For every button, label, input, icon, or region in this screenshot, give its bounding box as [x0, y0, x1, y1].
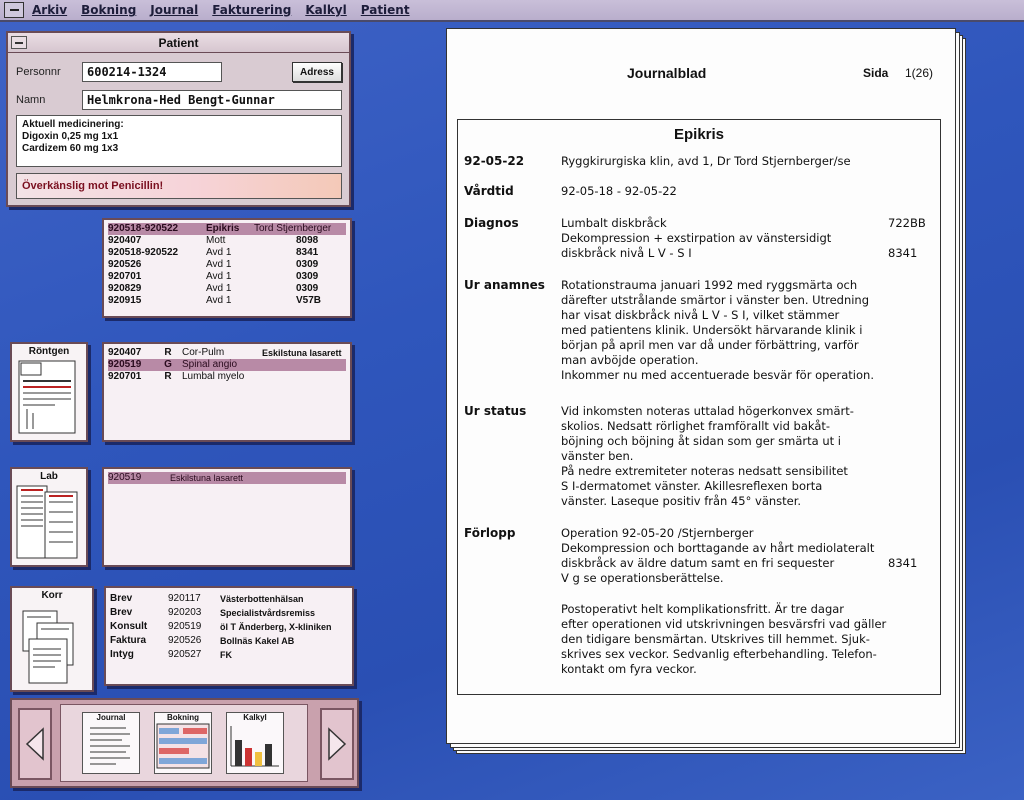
visit-date: 920915: [108, 295, 142, 306]
journal-page: [446, 28, 956, 744]
personnr-label: Personnr: [16, 66, 61, 78]
korr-type: Brev: [110, 607, 133, 618]
status-line: vänster ben.: [561, 449, 634, 463]
visit-info: 8341: [296, 247, 319, 258]
status-line: vänster. Laseque positiv från 45° vänster.: [561, 494, 802, 508]
journal-title: Journalblad: [627, 65, 707, 81]
status-line: På nedre extremiteter noteras nedsatt sensibilitet: [561, 464, 848, 478]
visit-date: 920407: [108, 235, 142, 246]
visit-info: Tord Stjernberger: [254, 223, 332, 234]
forlopp-line: V g se operationsberättelse.: [561, 571, 724, 585]
page-number: 1(26): [905, 66, 934, 80]
booking-icon: [155, 722, 211, 770]
visit-row[interactable]: [108, 235, 346, 247]
korr-type: Intyg: [110, 649, 134, 660]
medication-box: [16, 115, 342, 167]
nav-next-button[interactable]: [320, 708, 354, 780]
lab-title: Lab: [40, 471, 58, 482]
visit-date: 920701: [108, 271, 142, 282]
visit-row[interactable]: [108, 283, 346, 295]
anamnes-line: början på april men var då under förbättring, varför: [561, 338, 859, 352]
visit-info: 0309: [296, 283, 319, 294]
postop-line: skrives sex veckor. Sedvanlig efterbehandling. Telefon-: [561, 647, 877, 661]
epikris-section: [457, 119, 941, 695]
visit-info: 0309: [296, 259, 319, 270]
page-label: Sida: [863, 66, 889, 80]
window-menu-icon[interactable]: [11, 36, 27, 49]
korr-type: Konsult: [110, 621, 148, 632]
visit-type: Avd 1: [206, 247, 232, 258]
status-line: Vid inkomsten noteras uttalad högerkonvex smärt-: [561, 404, 854, 418]
menu-bar: [0, 0, 1024, 22]
anamnes-line: Rotationstrauma januari 1992 med ryggsmärta och: [561, 278, 858, 292]
rontgen-desc: Spinal angio: [182, 359, 238, 370]
visit-row[interactable]: [108, 259, 346, 271]
visit-type: Avd 1: [206, 283, 232, 294]
anamnes-label: Ur anamnes: [464, 278, 545, 292]
status-text: [561, 404, 901, 509]
entry-clinic: Ryggkirurgiska klin, avd 1, Dr Tord Stjernberger/se: [561, 154, 851, 168]
korr-desc: Bollnäs Kakel AB: [220, 636, 295, 646]
visit-info: 0309: [296, 271, 319, 282]
rontgen-list: [102, 342, 352, 442]
personnr-field[interactable]: 600214-1324: [82, 62, 222, 82]
anamnes-line: Inkommer nu med accentuerade besvär för operation.: [561, 368, 874, 382]
forlopp-line: Dekompression och borttagande av hårt mediolateralt: [561, 541, 875, 555]
correspondence-icon: [15, 601, 91, 689]
lab-list: [102, 467, 352, 567]
status-line: skolios. Nedsatt rörlighet framförallt vid bakåt-: [561, 419, 831, 433]
status-line: S I-dermatomet vänster. Akillesreflexen borta: [561, 479, 823, 493]
korr-title: Korr: [41, 590, 63, 601]
lab-place: Eskilstuna lasarett: [170, 473, 244, 483]
visit-date: 920518-920522: [108, 247, 179, 258]
korr-type: Brev: [110, 593, 133, 604]
epikris-title: Epikris: [673, 126, 725, 143]
journal-page-stack: [446, 28, 966, 754]
rontgen-row[interactable]: [108, 347, 346, 359]
diagnos-label: Diagnos: [464, 216, 519, 230]
visit-type: Avd 1: [206, 271, 232, 282]
rontgen-desc: Cor-Pulm: [182, 347, 225, 358]
module-navigator: [10, 698, 359, 788]
korr-date: 920526: [168, 635, 202, 646]
diagnos-line: diskbråck nivå L V - S I: [561, 246, 692, 260]
korr-row[interactable]: [110, 606, 348, 620]
visits-list: [102, 218, 352, 318]
rontgen-card[interactable]: [10, 342, 88, 442]
menu-patient[interactable]: Patient: [360, 3, 410, 17]
visit-info: V57B: [296, 295, 322, 306]
korr-desc: Västerbottenhälsan: [220, 594, 304, 604]
name-field[interactable]: Helmkrona-Hed Bengt-Gunnar: [82, 90, 342, 110]
rontgen-row[interactable]: [108, 359, 346, 371]
visit-type: Epikris: [206, 223, 240, 234]
korr-date: 920203: [168, 607, 202, 618]
rontgen-code: G: [164, 359, 172, 370]
postop-line: kontakt om fyra veckor.: [561, 662, 697, 676]
anamnes-line: har visat diskbråck nivå L V - S I, vilket stämmer: [561, 308, 840, 322]
anamnes-line: man avböjde operation.: [561, 353, 699, 367]
menu-journal[interactable]: Journal: [150, 3, 199, 17]
rontgen-code: R: [164, 371, 172, 382]
rontgen-desc: Lumbal myelo: [182, 371, 245, 382]
medication-line: Cardizem 60 mg 1x3: [22, 143, 119, 154]
rontgen-code: R: [164, 347, 172, 358]
lab-results-icon: [15, 482, 85, 564]
lab-row[interactable]: [108, 472, 346, 484]
menu-bokning[interactable]: Bokning: [81, 3, 137, 17]
visit-date: 920829: [108, 283, 142, 294]
visit-row[interactable]: [108, 295, 346, 307]
system-menu-icon[interactable]: [4, 2, 24, 18]
address-button[interactable]: Adress: [292, 62, 342, 82]
postop-line: den tidigare bensmärtan. Utskrives till hemmet. Sjuk-: [561, 632, 870, 646]
visit-date: 920518-920522: [108, 223, 179, 234]
postop-line: Postoperativt helt komplikationsfritt. Är tre dagar: [561, 602, 845, 616]
visit-row[interactable]: [108, 223, 346, 235]
status-label: Ur status: [464, 404, 527, 418]
arrow-left-icon: [25, 727, 45, 761]
nav-thumb-journal[interactable]: [82, 712, 140, 774]
allergy-warning: Överkänslig mot Penicillin!: [16, 173, 342, 199]
journal-icon: [86, 722, 136, 770]
nav-thumb-label: Journal: [96, 713, 126, 722]
nav-thumb-bokning[interactable]: [154, 712, 212, 774]
lab-card[interactable]: [10, 467, 88, 567]
korr-type: Faktura: [110, 635, 147, 646]
vardtid-label: Vårdtid: [464, 184, 514, 198]
korr-desc: Specialistvårdsremiss: [220, 608, 316, 618]
korr-desc: öl T Änderberg, X-kliniken: [220, 622, 332, 632]
menu-fakturering[interactable]: Fakturering: [212, 3, 292, 17]
entry-date: 92-05-22: [464, 154, 525, 168]
menu-arkiv[interactable]: Arkiv: [32, 3, 68, 17]
nav-thumb-kalkyl[interactable]: [226, 712, 284, 774]
bar-chart-icon: [227, 722, 283, 770]
visit-type: Mott: [206, 235, 226, 246]
diagnos-text: [561, 216, 901, 261]
visit-type: Avd 1: [206, 259, 232, 270]
visit-type: Avd 1: [206, 295, 232, 306]
diagnos-line: Dekompression + exstirpation av vänstersidigt: [561, 231, 832, 245]
vardtid-text: 92-05-18 - 92-05-22: [561, 184, 677, 198]
lab-date: 920519: [108, 472, 142, 483]
visit-date: 920526: [108, 259, 142, 270]
diagnos-code: 8341: [888, 246, 918, 260]
forlopp-code: 8341: [888, 556, 918, 570]
korr-row[interactable]: [110, 592, 348, 606]
postop-line: efter operationen vid utskrivningen besvärsfri vad gäller: [561, 617, 887, 631]
patient-window-title: Patient: [158, 35, 199, 50]
visit-info: 8098: [296, 235, 319, 246]
rontgen-row[interactable]: [108, 371, 346, 383]
arrow-right-icon: [327, 727, 347, 761]
korr-row[interactable]: [110, 634, 348, 648]
medication-line: Aktuell medicinering:: [22, 119, 124, 130]
nav-prev-button[interactable]: [18, 708, 52, 780]
menu-kalkyl[interactable]: Kalkyl: [305, 3, 347, 17]
korr-card[interactable]: [10, 586, 94, 692]
rontgen-title: Röntgen: [28, 346, 70, 357]
diagnos-code: 722BB: [888, 216, 926, 230]
korr-date: 920519: [168, 621, 202, 632]
visit-row[interactable]: [108, 271, 346, 283]
forlopp-line: diskbråck av äldre datum samt en fri sequester: [561, 556, 835, 570]
korr-row[interactable]: [110, 648, 348, 662]
nav-thumb-label: Bokning: [167, 713, 199, 722]
name-label: Namn: [16, 94, 46, 106]
rontgen-date: 920519: [108, 359, 142, 370]
korr-list: [104, 586, 354, 686]
anamnes-line: därefter utstrålande smärtor i vänster ben. Utredning: [561, 293, 870, 307]
korr-row[interactable]: [110, 620, 348, 634]
korr-date: 920117: [168, 593, 201, 604]
diagnos-line: Lumbalt diskbråck: [561, 216, 667, 230]
anamnes-line: med patientens klinik. Undersökt härvarande klinik i: [561, 323, 863, 337]
rontgen-place: Eskilstuna lasarett: [262, 348, 342, 358]
korr-desc: FK: [220, 650, 232, 660]
rontgen-date: 920407: [108, 347, 142, 358]
anamnes-text: [561, 278, 901, 383]
patient-window: [6, 31, 351, 207]
medication-line: Digoxin 0,25 mg 1x1: [22, 131, 119, 142]
forlopp-text: [561, 526, 901, 586]
nav-thumb-label: Kalkyl: [243, 713, 267, 722]
visit-row[interactable]: [108, 247, 346, 259]
korr-date: 920527: [168, 649, 202, 660]
postop-text: [561, 602, 901, 677]
forlopp-line: Operation 92-05-20 /Stjernberger: [561, 526, 754, 540]
rontgen-date: 920701: [108, 371, 142, 382]
status-line: böjning och böjning åt sidan som ger smärta ut i: [561, 434, 841, 448]
forlopp-label: Förlopp: [464, 526, 516, 540]
patient-titlebar: [8, 33, 349, 53]
xray-document-icon: [15, 359, 85, 437]
